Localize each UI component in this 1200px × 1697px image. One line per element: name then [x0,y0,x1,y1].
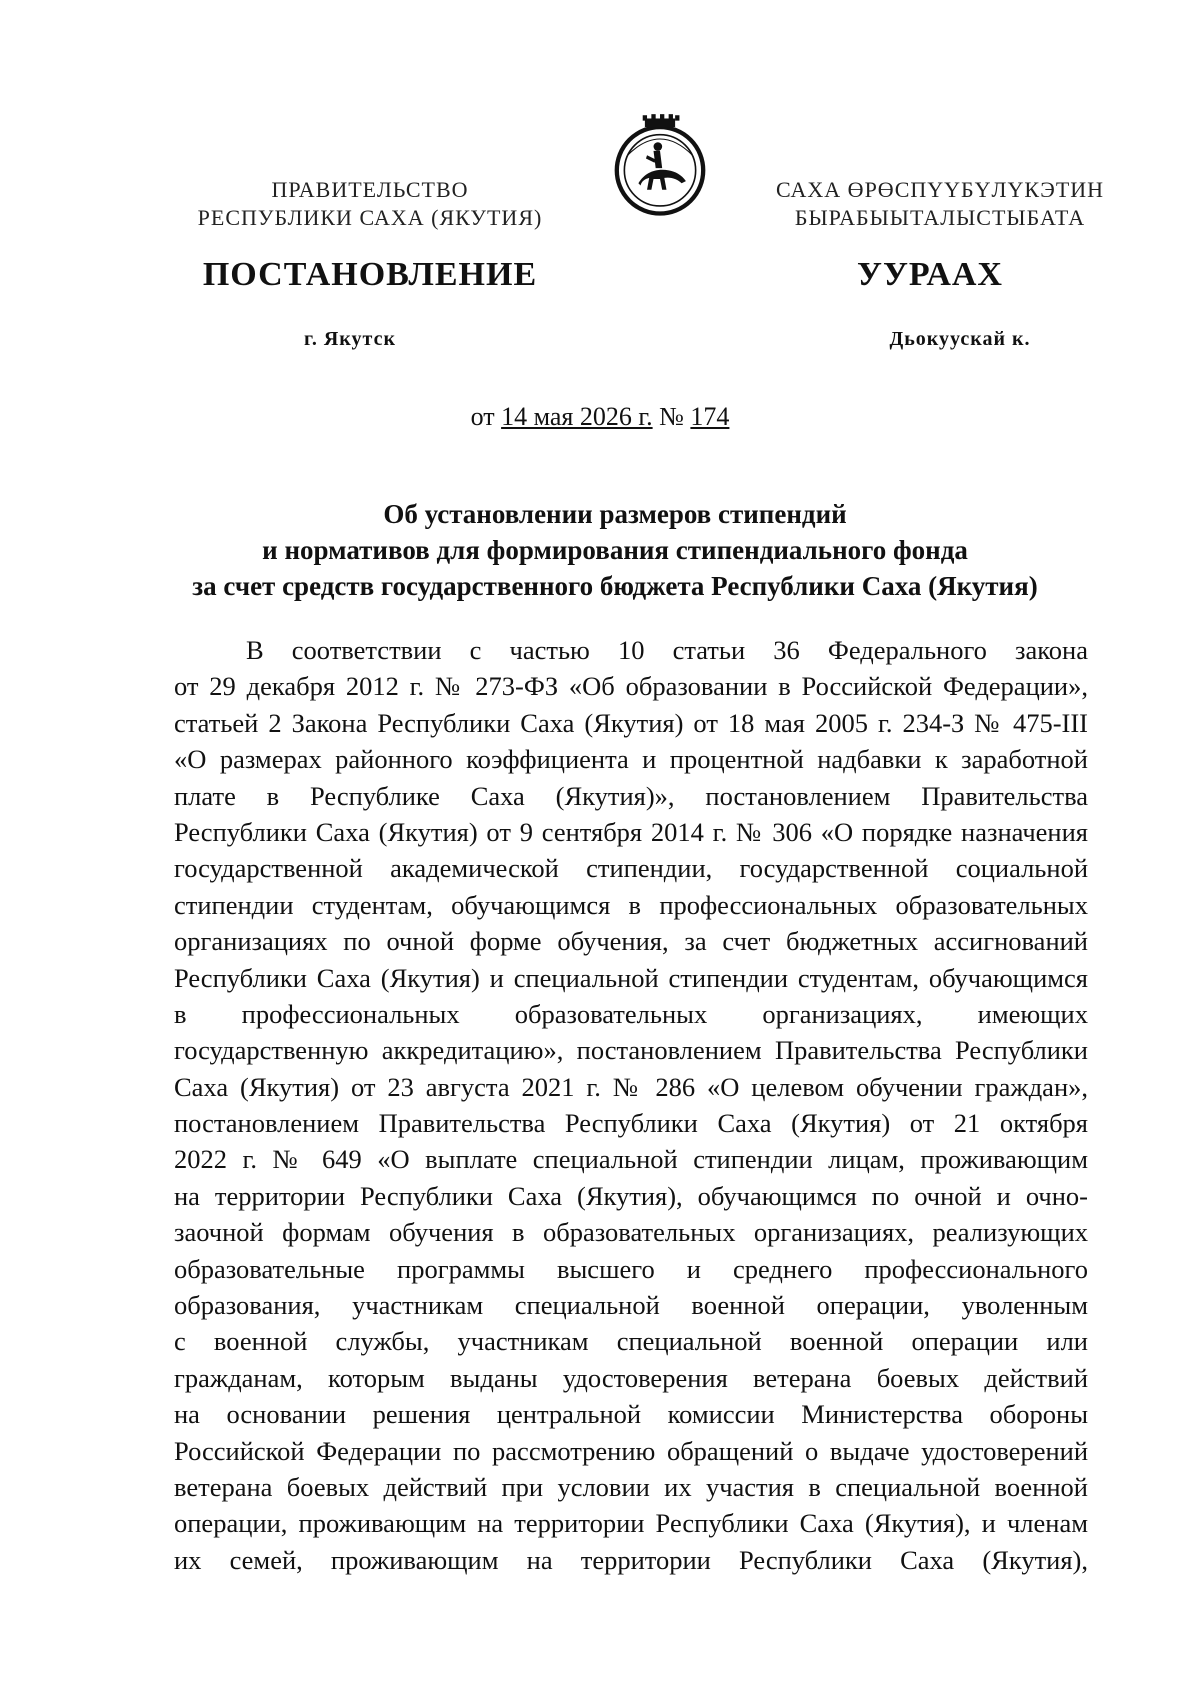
body-line: Республики Саха (Якутия) от 9 сентября 2014 г. № 306 «О порядке назначения [174,816,1088,847]
body-line: образования, участникам специальной военной операции, уволенным [174,1290,1088,1321]
body-line: статьей 2 Закона Республики Саха (Якутия) от 18 мая 2005 г. 234-З № 475-III [174,707,1088,738]
body-line: операции, проживающим на территории Республики Саха (Якутия), и членам [174,1508,1088,1539]
body-line: организациях по очной форме обучения, за счет бюджетных ассигнований [174,926,1088,957]
document-type-yakut: УУРААХ [857,256,1003,293]
body-line: «О размерах районного коэффициента и процентной надбавки к заработной [174,744,1088,775]
body-line: на основании решения центральной комиссии Министерства обороны [174,1399,1088,1430]
document-date-number: от 14 мая 2026 г. № 174 [470,402,730,431]
document-type-russian: ПОСТАНОВЛЕНИЕ [202,256,538,293]
body-line: с военной службы, участникам специальной военной операции или [174,1326,1088,1357]
body-line: 2022 г. № 649 «О выплате специальной стипендии лицам, проживающим [174,1144,1088,1175]
body-line: от 29 декабря 2012 г. № 273-ФЗ «Об образовании в Российской Федерации», [174,671,1088,702]
city-yakut: Дьокуускай к. [889,328,1031,350]
body-line: заочной формам обучения в образовательных организациях, реализующих [174,1217,1088,1248]
document-number: 174 [690,402,730,431]
body-line: ветерана боевых действий при условии их участия в специальной военной [174,1471,1088,1502]
body-line: на территории Республики Саха (Якутия), обучающимся по очной и очно- [174,1180,1088,1211]
document-title: Об установлении размеров стипендий и нормативов для формирования стипендиального фонда за счет средств государственного бюджета Республики Саха (Якутия) [192,499,1038,601]
right-organization-name: САХА ӨРӨСПҮҮБҮЛҮКЭТИН БЫРАБЫЫТАЛЫСТЫБАТА [775,177,1105,230]
coat-of-arms-emblem [606,112,714,220]
left-organization-name: ПРАВИТЕЛЬСТВО РЕСПУБЛИКИ САХА (ЯКУТИЯ) [197,177,543,230]
body-line: Саха (Якутия) от 23 августа 2021 г. № 286 «О целевом обучении граждан», [174,1071,1088,1102]
body-line: стипендии студентам, обучающимся в профессиональных образовательных [174,889,1088,920]
body-line: Российской Федерации по рассмотрению обращений о выдаче удостоверений [174,1435,1088,1466]
body-line: государственную аккредитацию», постановлением Правительства Республики [174,1035,1088,1066]
body-line: постановлением Правительства Республики Саха (Якутия) от 21 октября [174,1108,1088,1139]
body-line: гражданам, которым выданы удостоверения ветерана боевых действий [174,1362,1088,1393]
body-line: в профессиональных образовательных организациях, имеющих [174,998,1088,1029]
body-line: их семей, проживающим на территории Республики Саха (Якутия), [174,1544,1088,1575]
body-line: образовательные программы высшего и среднего профессионального [174,1253,1088,1284]
document-body [174,632,1088,1578]
body-line: Республики Саха (Якутия) и специальной стипендии студентам, обучающимся [174,962,1088,993]
document-date: 14 мая 2026 г. [501,402,653,431]
body-line: плате в Республике Саха (Якутия)», постановлением Правительства [174,780,1088,811]
body-line: В соответствии с частью 10 статьи 36 Федерального закона [246,635,1088,665]
body-line: государственной академической стипендии, государственной социальной [174,853,1088,884]
city-russian: г. Якутск [304,328,396,350]
